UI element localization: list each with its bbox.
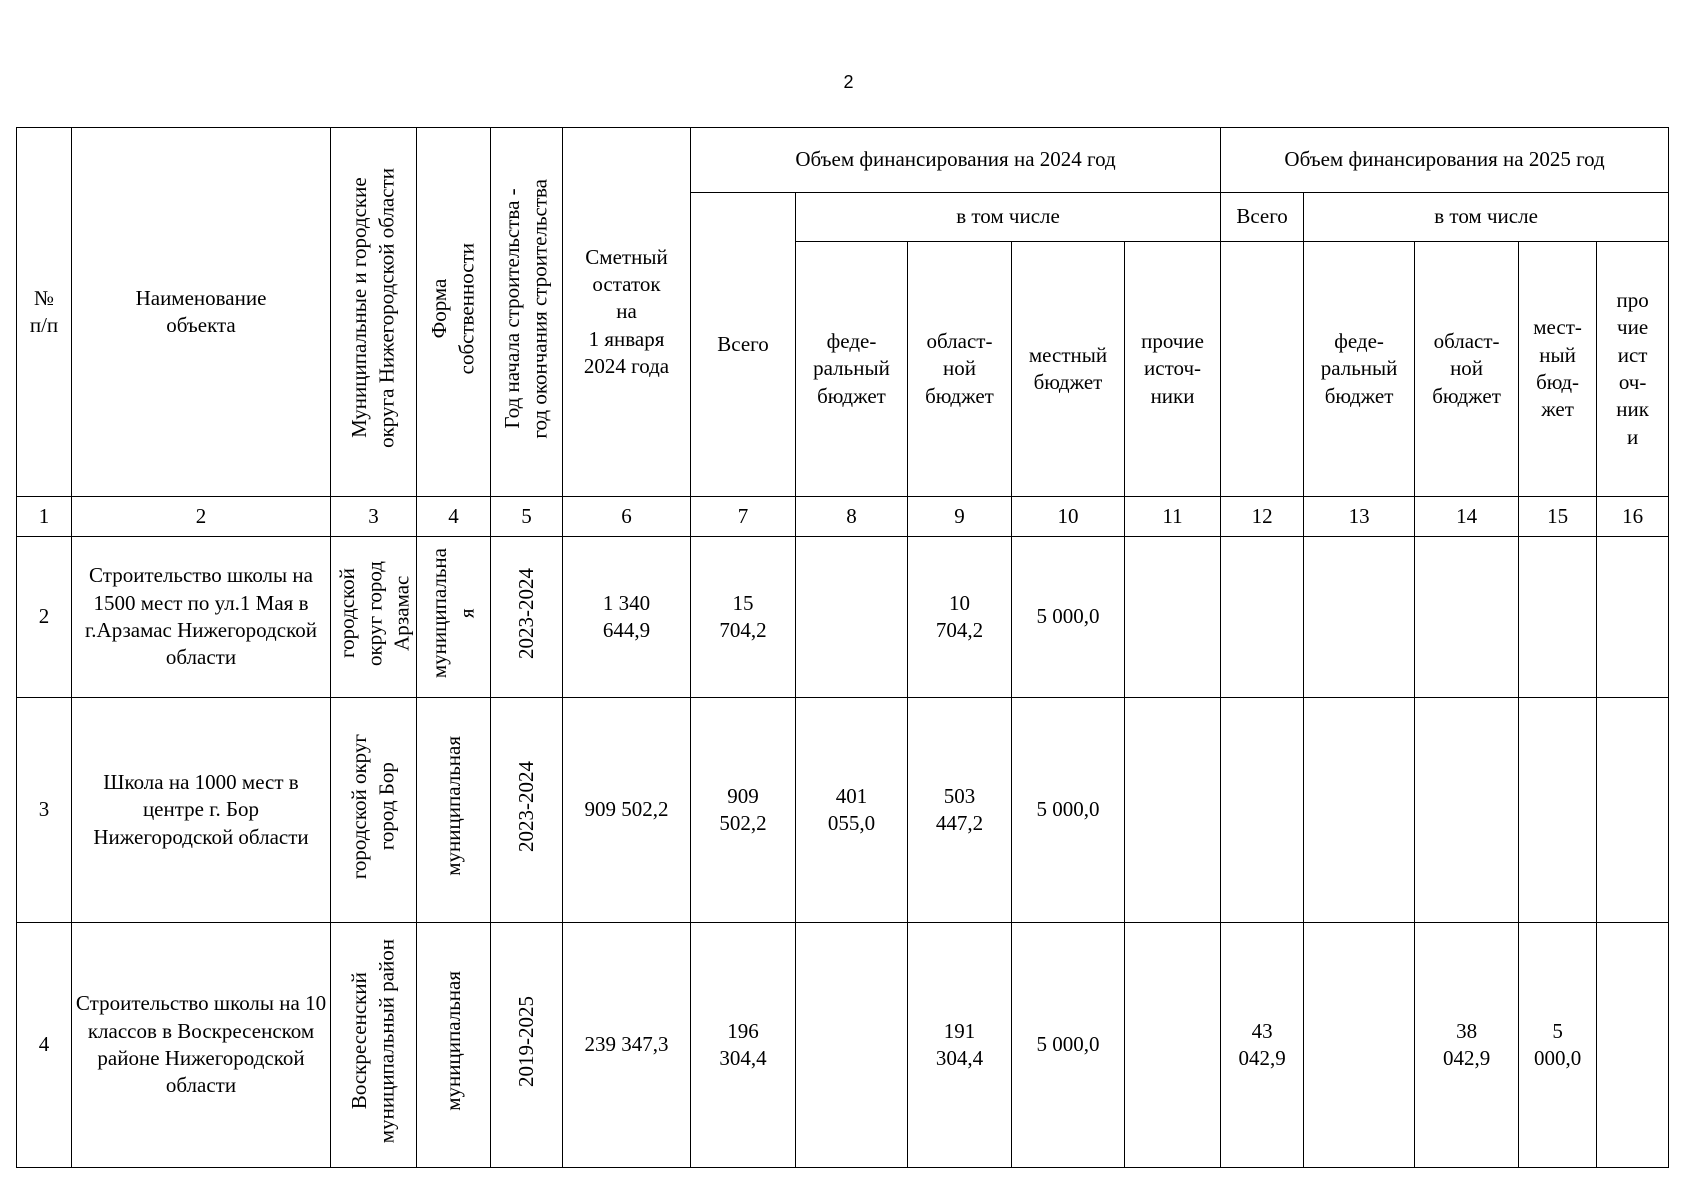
column-number: 3 bbox=[331, 497, 417, 537]
header-name: Наименование объекта bbox=[72, 128, 331, 497]
row-ownership: муниципальная bbox=[417, 698, 491, 923]
column-number: 4 bbox=[417, 497, 491, 537]
row-ownership: муниципальная bbox=[417, 923, 491, 1168]
page-number: 2 bbox=[843, 72, 854, 92]
row-federal-2025 bbox=[1304, 698, 1415, 923]
row-federal-2024: 401 055,0 bbox=[796, 698, 908, 923]
row-local-2024: 5 000,0 bbox=[1012, 923, 1125, 1168]
column-number: 5 bbox=[491, 497, 563, 537]
row-total-2025: 43 042,9 bbox=[1221, 923, 1304, 1168]
row-federal-2025 bbox=[1304, 923, 1415, 1168]
header-federal-2025: феде- ральный бюджет bbox=[1304, 242, 1415, 497]
row-municipality: городской округ город Арзамас bbox=[331, 537, 417, 698]
table-row bbox=[17, 537, 1669, 698]
header-fin-2025: Объем финансирования на 2025 год bbox=[1221, 128, 1669, 193]
header-regional-2024: област- ной бюджет bbox=[908, 242, 1012, 497]
row-regional-2024: 10 704,2 bbox=[908, 537, 1012, 698]
column-number: 12 bbox=[1221, 497, 1304, 537]
row-federal-2024 bbox=[796, 923, 908, 1168]
column-number: 2 bbox=[72, 497, 331, 537]
row-ownership: муниципальна я bbox=[417, 537, 491, 698]
header-ownership: Форма собственности bbox=[417, 128, 491, 497]
row-remainder: 1 340 644,9 bbox=[563, 537, 691, 698]
row-local-2025 bbox=[1519, 698, 1597, 923]
table-row bbox=[17, 923, 1669, 1168]
row-remainder: 909 502,2 bbox=[563, 698, 691, 923]
table-row bbox=[17, 698, 1669, 923]
row-federal-2024 bbox=[796, 537, 908, 698]
header-incl-2025: в том числе bbox=[1304, 193, 1669, 242]
row-total-2025 bbox=[1221, 698, 1304, 923]
column-number: 15 bbox=[1519, 497, 1597, 537]
row-local-2024: 5 000,0 bbox=[1012, 537, 1125, 698]
column-number: 9 bbox=[908, 497, 1012, 537]
row-municipality: Воскресенский муниципальный район bbox=[331, 923, 417, 1168]
column-number: 8 bbox=[796, 497, 908, 537]
row-regional-2024: 503 447,2 bbox=[908, 698, 1012, 923]
header-incl-2024: в том числе bbox=[796, 193, 1221, 242]
column-number-row bbox=[17, 497, 1669, 537]
header-other-2025: про чие ист оч- ник и bbox=[1597, 242, 1669, 497]
row-regional-2025: 38 042,9 bbox=[1415, 923, 1519, 1168]
column-number: 16 bbox=[1597, 497, 1669, 537]
financing-table bbox=[16, 127, 1669, 1168]
row-federal-2025 bbox=[1304, 537, 1415, 698]
row-local-2025 bbox=[1519, 537, 1597, 698]
header-other-2024: прочие источ- ники bbox=[1125, 242, 1221, 497]
header-blank-2025 bbox=[1221, 242, 1304, 497]
row-total-2024: 196 304,4 bbox=[691, 923, 796, 1168]
row-regional-2025 bbox=[1415, 698, 1519, 923]
row-other-2025 bbox=[1597, 698, 1669, 923]
header-remainder: Сметный остаток на 1 января 2024 года bbox=[563, 128, 691, 497]
column-number: 13 bbox=[1304, 497, 1415, 537]
column-number: 11 bbox=[1125, 497, 1221, 537]
row-no: 3 bbox=[17, 698, 72, 923]
row-no: 2 bbox=[17, 537, 72, 698]
header-regional-2025: област- ной бюджет bbox=[1415, 242, 1519, 497]
row-other-2024 bbox=[1125, 537, 1221, 698]
header-row-1 bbox=[17, 128, 1669, 193]
row-regional-2025 bbox=[1415, 537, 1519, 698]
column-number: 1 bbox=[17, 497, 72, 537]
header-federal-2024: феде- ральный бюджет bbox=[796, 242, 908, 497]
row-years: 2023-2024 bbox=[491, 537, 563, 698]
row-total-2024: 909 502,2 bbox=[691, 698, 796, 923]
row-remainder: 239 347,3 bbox=[563, 923, 691, 1168]
row-years: 2019-2025 bbox=[491, 923, 563, 1168]
row-total-2024: 15 704,2 bbox=[691, 537, 796, 698]
header-no: № п/п bbox=[17, 128, 72, 497]
header-total-2025: Всего bbox=[1221, 193, 1304, 242]
row-total-2025 bbox=[1221, 537, 1304, 698]
row-other-2025 bbox=[1597, 537, 1669, 698]
row-name: Строительство школы на 1500 мест по ул.1 Мая в г.Арзамас Нижегородской области bbox=[72, 537, 331, 698]
row-municipality: городской округ город Бор bbox=[331, 698, 417, 923]
row-regional-2024: 191 304,4 bbox=[908, 923, 1012, 1168]
row-years: 2023-2024 bbox=[491, 698, 563, 923]
row-other-2025 bbox=[1597, 923, 1669, 1168]
row-no: 4 bbox=[17, 923, 72, 1168]
column-number: 14 bbox=[1415, 497, 1519, 537]
row-other-2024 bbox=[1125, 923, 1221, 1168]
header-local-2025: мест- ный бюд- жет bbox=[1519, 242, 1597, 497]
header-years: Год начала строительства - год окончания строительства bbox=[491, 128, 563, 497]
header-local-2024: местный бюджет bbox=[1012, 242, 1125, 497]
row-name: Строительство школы на 10 классов в Воскресенском районе Нижегородской области bbox=[72, 923, 331, 1168]
header-total-2024: Всего bbox=[691, 193, 796, 497]
header-municipality: Муниципальные и городские округа Нижегородской области bbox=[331, 128, 417, 497]
header-fin-2024: Объем финансирования на 2024 год bbox=[691, 128, 1221, 193]
column-number: 10 bbox=[1012, 497, 1125, 537]
row-local-2024: 5 000,0 bbox=[1012, 698, 1125, 923]
row-local-2025: 5 000,0 bbox=[1519, 923, 1597, 1168]
row-other-2024 bbox=[1125, 698, 1221, 923]
row-name: Школа на 1000 мест в центре г. Бор Нижегородской области bbox=[72, 698, 331, 923]
column-number: 6 bbox=[563, 497, 691, 537]
column-number: 7 bbox=[691, 497, 796, 537]
